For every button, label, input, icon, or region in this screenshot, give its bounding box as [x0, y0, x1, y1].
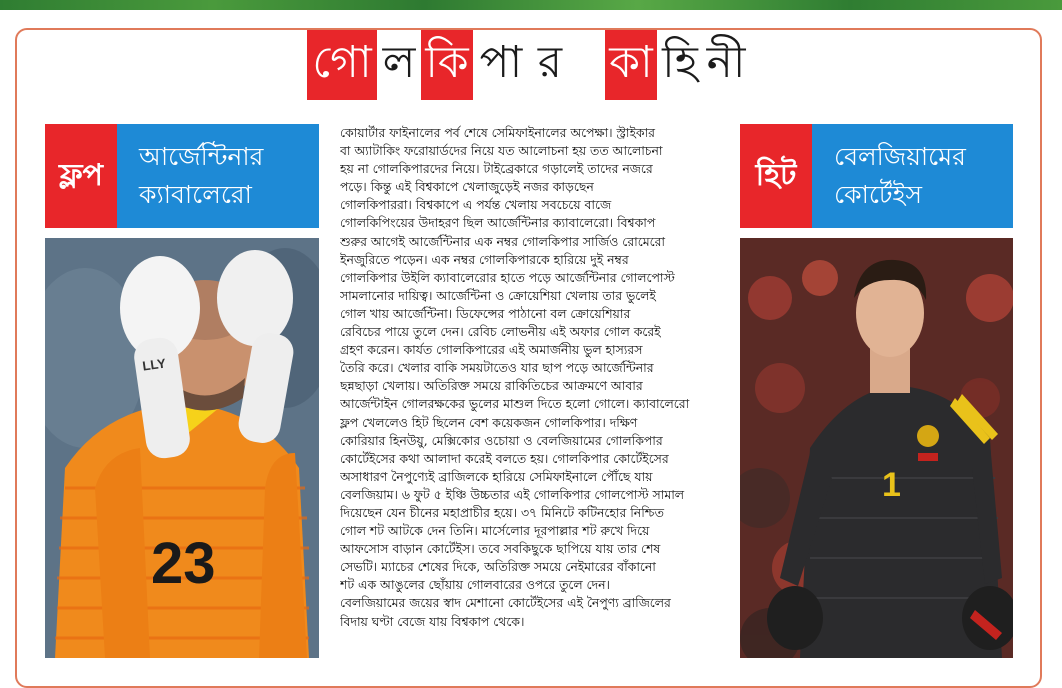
caballero-photo	[45, 238, 319, 658]
flop-label	[45, 124, 319, 228]
article-line: হয় না গোলকিপারদের নিয়ে। টাইব্রেকারে গড়ালেই তাদের নজরে	[340, 161, 653, 177]
title-char: কি	[421, 30, 473, 100]
article-body	[340, 124, 724, 631]
glove-text: LLY	[141, 355, 167, 374]
article-line: গোল খায় আর্জেন্টিনা। ডিফেন্সের পাঠানো বল ক্রোয়েশিয়ার	[340, 305, 631, 321]
flop-player-name	[117, 124, 319, 228]
article-line: আর্জেন্টাইন গোলরক্ষকের ভুলের মাশুল দিতে হলো গোলে। ক্যাবালেরো	[340, 396, 690, 412]
hit-name-line1: বেলজিয়ামের	[834, 142, 966, 171]
article-line: গোল শট আটকে দেন তিনি। মার্সেলোর দূরপাল্লার শট রুখে দিয়ে	[340, 523, 650, 539]
courtois-jersey-number: 1	[882, 466, 901, 504]
article-line: গ্রহণ করেন। কার্যত গোলকিপারের এই অমার্জনীয় ভুল হাস্যরস	[340, 342, 643, 358]
grass-banner	[0, 0, 1062, 10]
article-line: তৈরি করে। খেলার বাকি সময়টাতেও যার ছাপ পড়ে আর্জেন্টিনার	[340, 360, 654, 376]
title-char: গো	[307, 30, 377, 100]
flop-name-line2: ক্যাবালেরো	[139, 180, 252, 209]
article-line: বেলজিয়ামের জয়ের স্বাদ মেশানো কোর্টেইসের এই নৈপুণ্য ব্রাজিলের	[340, 595, 671, 611]
title-char: পা	[479, 36, 523, 88]
article-line: দিয়েছেন যেন চীনের মহাপ্রাচীর হয়ে। ৩৭ মিনিটে কটিনহোর নিশ্চিত	[340, 504, 664, 520]
caballero-illustration	[45, 238, 319, 658]
title-char: কা	[605, 30, 657, 100]
courtois-photo	[740, 238, 1013, 658]
flop-name-line1: আর্জেন্টিনার	[139, 142, 264, 171]
article-line: বিদায় ঘণ্টা বেজে যায় বিশ্বকাপ থেকে।	[340, 613, 525, 629]
article-line: আফসোস বাড়ান কোর্টেইস। তবে সবকিছুকে ছাপিয়ে যায় তার শেষ	[340, 541, 661, 557]
article-line: বা অ্যাটাকিং ফরোয়ার্ডদের নিয়ে যত আলোচনা হয় তত আলোচনা	[340, 143, 663, 159]
hit-player-name	[812, 124, 1013, 228]
title-char: ল	[382, 36, 416, 88]
flop-tag: ফ্লপ	[45, 124, 117, 228]
article-line: রেবিচের পায়ে তুলে দেন। রেবিচ লোভনীয় এই অফার গোল করেই	[340, 324, 661, 340]
article-line: সেভটি। ম্যাচের শেষের দিকে, অতিরিক্ত সময়ে নেইমারের বাঁকানো	[340, 559, 656, 575]
article-line: গোলকিপাররা। বিশ্বকাপে এ পর্যন্ত খেলায় সবচেয়ে বাজে	[340, 197, 612, 213]
article-line: শুরুর আগেই আর্জেন্টিনার এক নম্বর গোলকিপার সার্জিও রোমেরো	[340, 233, 665, 249]
article-line: কোয়ার্টার ফাইনালের পর্ব শেষে সেমিফাইনালের অপেক্ষা। স্ট্রাইকার	[340, 125, 655, 140]
article-line: সামলানোর দায়িত্ব। আর্জেন্টিনা ও ক্রোয়েশিয়া খেলায় তার ভুলেই	[340, 287, 656, 303]
article-line: কোরিয়ার হিনউয়ু, মেক্সিকোর ওচোয়া ও বেলজিয়ামের গোলকিপার	[340, 432, 663, 448]
article-line: ছন্নছাড়া খেলায়। অতিরিক্ত সময়ে রাকিতিচের আক্রমণে আবার	[340, 378, 643, 394]
article-line: ইনজুরিতে পড়েন। এক নম্বর গোলকিপারকে হারিয়ে দুই নম্বর	[340, 251, 629, 267]
article-line: বেলজিয়াম। ৬ ফুট ৫ ইঞ্চি উচ্চতার এই গোলকিপার গোলপোস্ট সামাল	[340, 486, 685, 502]
article-line: গোলকিপিংয়ের উদাহরণ ছিল আর্জেন্টিনার ক্যাবালেরো। বিশ্বকাপ	[340, 215, 656, 231]
article-line: ফ্লপ খেললেও হিট ছিলেন বেশ কয়েকজন গোলকিপার। দক্ষিণ	[340, 414, 638, 430]
article-line: কোর্টেইসের কথা আলাদা করেই বলতে হয়। গোলকিপার কোর্টেইসের	[340, 450, 669, 466]
article-line: শট এক আঙুলের ছোঁয়ায় গোলবারের ওপরে তুলে দেন।	[340, 577, 610, 593]
caballero-jersey-number: 23	[151, 531, 216, 596]
courtois-illustration	[740, 238, 1013, 658]
page-title	[307, 30, 749, 100]
hit-label	[740, 124, 1013, 228]
hit-name-line2: কোর্টেইস	[834, 180, 923, 209]
title-char: হি	[662, 36, 698, 88]
hit-tag: হিট	[740, 124, 812, 228]
article-line: পড়ে। কিন্তু এই বিশ্বকাপে খেলাজুড়েই নজর কাড়ছেন	[340, 179, 594, 195]
title-char: র	[537, 36, 563, 88]
article-line: অসাধারণ নৈপুণ্যেই ব্রাজিলকে হারিয়ে সেমিফাইনালে পৌঁছে যায়	[340, 468, 653, 484]
article-line: গোলকিপার উইলি ক্যাবালেরোর হাতে পড়ে আর্জেন্টিনার গোলপোস্ট	[340, 269, 675, 285]
title-char: নী	[706, 36, 746, 88]
